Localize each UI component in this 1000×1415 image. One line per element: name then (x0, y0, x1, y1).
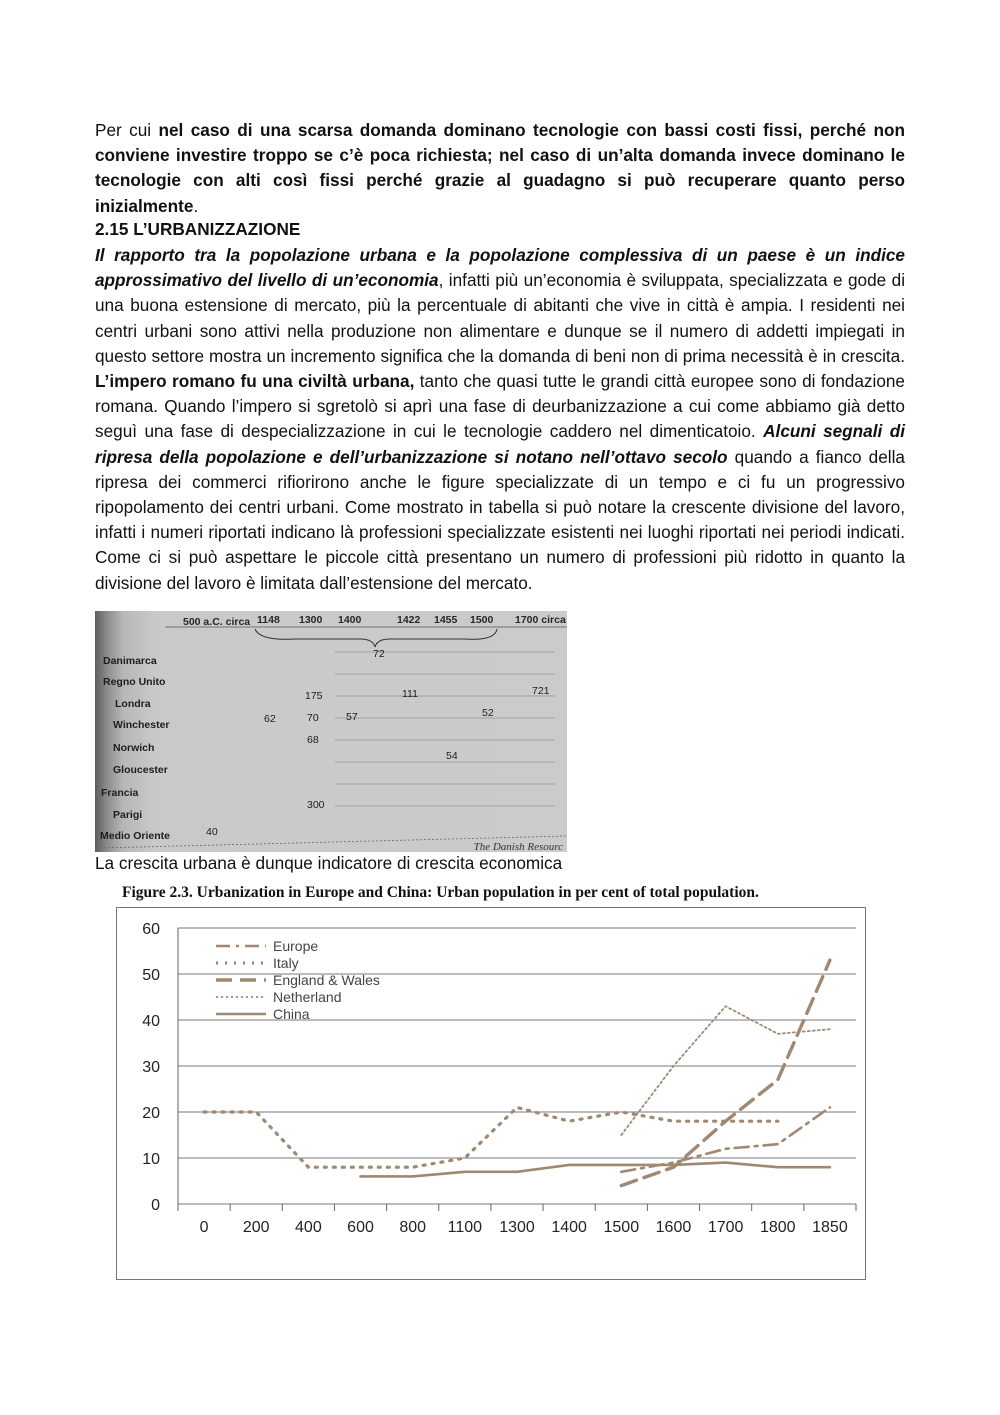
table-cell-londra-1700: 721 (532, 685, 550, 697)
table-cell-danimarca: 72 (373, 648, 385, 660)
table-cell-norwich-1300: 68 (307, 734, 319, 746)
chart-caption: La crescita urbana è dunque indicatore di crescita economica (95, 853, 563, 873)
table-cell-londra-1300: 175 (305, 690, 323, 702)
x-tick-label: 400 (295, 1219, 322, 1236)
table-brace (95, 611, 567, 852)
series-line-netherland (621, 1006, 830, 1135)
body-text-2: tanto che quasi tutte le grandi città europee sono di fondazione romana. Quando l’impero si sgretolò si aprì una fase di deurbanizzazione a cui come abbiamo già detto seguì una fase di despecializzazione in cui le tecnologie caddero nel dimenticatoio. (95, 371, 905, 442)
legend-label: Italy (273, 955, 299, 971)
x-tick-label: 800 (399, 1219, 427, 1236)
body-paragraph (95, 243, 905, 596)
table-header-1400: 1400 (338, 614, 362, 626)
table-row-winchester: Winchester (113, 719, 170, 731)
legend-label: Netherland (273, 989, 342, 1005)
professions-table-photo (95, 611, 567, 852)
y-tick-label: 50 (142, 967, 160, 984)
series-line-england-wales (621, 960, 830, 1185)
table-row-francia: Francia (101, 787, 139, 799)
x-tick-label: 1850 (812, 1219, 848, 1236)
y-tick-label: 10 (142, 1151, 160, 1168)
x-tick-label: 1300 (499, 1219, 535, 1236)
table-row-gloucester: Gloucester (113, 764, 168, 776)
body-text-1: , infatti più un’economia è sviluppata, specializzata e gode di una buona estensione di mercato, più la percentuale di abitanti che vive in città è ampia. I residenti nei centri urbani sono attivi nella produzione non alimentare e dunque se il numero di addetti impiegati in questo settore mostra un incremento significa che la domanda di beni non di prima necessità è in crescita. (95, 270, 906, 366)
table-row-medio-oriente: Medio Oriente (100, 830, 171, 842)
table-cell-londra-1422: 111 (402, 688, 418, 700)
table-header-1700: 1700 circa (515, 614, 566, 626)
intro-bold-text: nel caso di una scarsa domanda dominano tecnologie con bassi costi fissi, perché non conviene investire troppo se c’è poca richiesta; nel caso di un’alta domanda invece dominano le tecnologie con alti così fissi perché grazie al guadagno si può recuperare quanto perso inizialmente (95, 120, 905, 216)
table-source-footer: The Danish Resourc (473, 841, 563, 852)
legend-label: China (273, 1006, 310, 1022)
legend-label: England & Wales (273, 972, 380, 988)
y-tick-label: 60 (142, 921, 160, 938)
body-text-3: quando a fianco della ripresa dei commerci rifiorirono anche le figure specializzate di un tempo e ci fu un progressivo ripopolamento dei centri urbani. Come mostrato in tabella si può notare la crescente divisione del lavoro, infatti i numeri riportati indicano là professioni specializzate esistenti nei luoghi riportati nei periodi indicati. Come ci si può aspettare le piccole città presentano un numero di professioni più ridotto in quanto la divisione del lavoro è limitata dall’estensione del mercato. (95, 446, 905, 593)
x-tick-label: 1400 (551, 1219, 587, 1236)
table-header-1148: 1148 (257, 614, 280, 626)
emphasis-2: L’impero romano fu una civiltà urbana, (95, 371, 415, 392)
emphasis-3: Alcuni segnali di ripresa della popolazione e dell’urbanizzazione si notano nell’ottavo secolo (95, 421, 905, 467)
x-tick-label: 1100 (447, 1219, 483, 1236)
intro-text: Per cui (95, 120, 159, 140)
table-cell-winchester-1300: 70 (307, 712, 319, 724)
table-row-londra: Londra (115, 698, 151, 710)
table-header-1500: 1500 (470, 614, 494, 626)
y-tick-label: 20 (142, 1105, 160, 1122)
table-row-parigi: Parigi (113, 809, 143, 821)
x-tick-label: 200 (242, 1219, 270, 1236)
x-tick-label: 1800 (759, 1219, 796, 1236)
y-tick-label: 40 (142, 1013, 160, 1030)
table-cell-parigi-1300: 300 (307, 799, 325, 811)
figure-title: Figure 2.3. Urbanization in Europe and China: Urban population in per cent of total population. (122, 884, 759, 901)
y-tick-label: 30 (142, 1059, 160, 1076)
x-tick-label: 1700 (707, 1219, 744, 1236)
table-row-danimarca: Danimarca (103, 655, 157, 667)
intro-period: . (193, 195, 199, 216)
legend-label: Europe (273, 938, 319, 954)
table-row-regno-unito: Regno Unito (103, 676, 166, 688)
x-tick-label: 1600 (655, 1219, 692, 1236)
x-tick-label: 0 (199, 1219, 209, 1236)
urbanization-chart (116, 907, 866, 1280)
table-header-1455: 1455 (434, 614, 458, 626)
table-header-500ac: 500 a.C. circa (183, 616, 251, 628)
table-cell-gloucester-1455: 54 (446, 750, 458, 762)
intro-paragraph (95, 118, 905, 219)
table-cell-winchester-1500: 52 (482, 707, 494, 719)
section-heading: 2.15 L’URBANIZZAZIONE (95, 219, 301, 239)
table-row-norwich: Norwich (113, 742, 155, 754)
table-cell-medio-oriente: 40 (206, 826, 218, 838)
y-tick-label: 0 (151, 1197, 160, 1214)
table-header-1300: 1300 (299, 614, 323, 626)
x-tick-label: 600 (347, 1219, 374, 1236)
x-tick-label: 1500 (603, 1219, 640, 1236)
emphasis-1: Il rapporto tra la popolazione urbana e la popolazione complessiva di un paese è un indice approssimativo del livello di un’economia (95, 245, 905, 291)
table-cell-winchester-1148: 62 (264, 713, 276, 725)
table-header-1422: 1422 (397, 614, 421, 626)
table-cell-winchester-1400: 57 (346, 711, 358, 723)
